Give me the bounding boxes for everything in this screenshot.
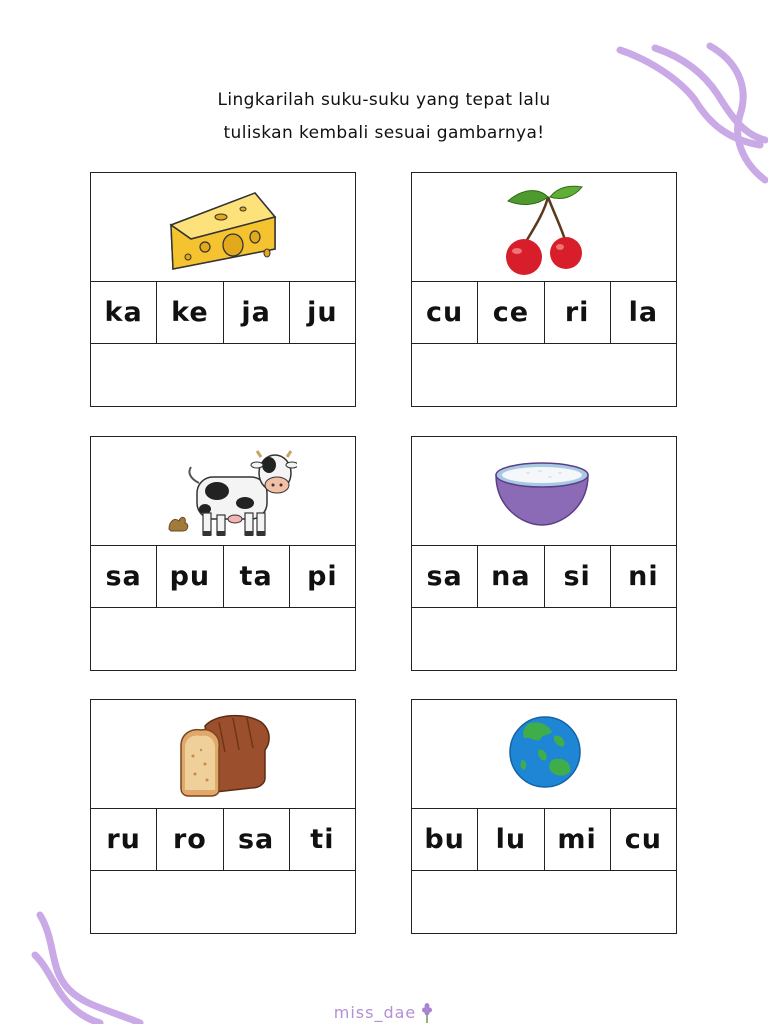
syllable-option[interactable]: cu — [412, 282, 478, 343]
cherry-icon — [500, 183, 592, 277]
syllable-option[interactable]: ru — [91, 809, 157, 870]
syllable-option[interactable]: lu — [478, 809, 544, 870]
picture-area — [412, 173, 676, 281]
cow-icon — [165, 443, 297, 541]
answer-box[interactable] — [412, 871, 676, 933]
exercise-card-bread — [90, 699, 356, 934]
syllable-option[interactable]: sa — [412, 546, 478, 607]
exercise-card-cheese — [90, 172, 356, 407]
earth-icon — [508, 714, 582, 790]
bread-icon — [175, 712, 275, 798]
syllable-option[interactable]: ti — [310, 824, 335, 855]
syllable-option[interactable]: pi — [307, 561, 338, 592]
picture-area — [412, 700, 676, 808]
exercise-card-cow — [90, 436, 356, 671]
syllable-option[interactable]: ja — [224, 282, 290, 343]
answer-box[interactable] — [412, 344, 676, 406]
syllable-option[interactable]: ro — [157, 809, 223, 870]
exercise-card-earth — [411, 699, 677, 934]
syllable-row — [412, 808, 676, 871]
syllable-option[interactable]: ni — [628, 561, 659, 592]
answer-box[interactable] — [91, 608, 355, 670]
syllable-option[interactable]: na — [478, 546, 544, 607]
cheese-icon — [163, 187, 283, 271]
syllable-option[interactable]: si — [545, 546, 611, 607]
answer-box[interactable] — [91, 871, 355, 933]
picture-area — [91, 437, 355, 545]
instructions-line-1: Lingkarilah suku-suku yang tepat lalu — [217, 90, 551, 110]
exercise-card-cherry — [411, 172, 677, 407]
picture-area — [91, 173, 355, 281]
syllable-option[interactable]: ju — [307, 297, 338, 328]
syllable-row — [91, 281, 355, 344]
syllable-option[interactable]: ke — [157, 282, 223, 343]
answer-box[interactable] — [91, 344, 355, 406]
syllable-option[interactable]: mi — [545, 809, 611, 870]
syllable-row — [91, 545, 355, 608]
syllable-option[interactable]: sa — [91, 546, 157, 607]
syllable-option[interactable]: ce — [478, 282, 544, 343]
picture-area — [91, 700, 355, 808]
picture-area — [412, 437, 676, 545]
exercise-card-rice-bowl — [411, 436, 677, 671]
syllable-option[interactable]: ta — [224, 546, 290, 607]
syllable-option[interactable]: cu — [624, 824, 662, 855]
syllable-row — [91, 808, 355, 871]
instructions-line-2: tuliskan kembali sesuai gambarnya! — [223, 123, 545, 143]
syllable-option[interactable]: ka — [91, 282, 157, 343]
footer-credit — [0, 1002, 768, 1023]
rice-bowl-icon — [492, 457, 592, 529]
syllable-option[interactable]: sa — [224, 809, 290, 870]
syllable-option[interactable]: la — [628, 297, 659, 328]
syllable-row — [412, 281, 676, 344]
syllable-option[interactable]: pu — [157, 546, 223, 607]
lavender-icon — [420, 1003, 434, 1023]
answer-box[interactable] — [412, 608, 676, 670]
instructions — [0, 84, 768, 150]
credit-text: miss_dae — [333, 1003, 417, 1022]
syllable-row — [412, 545, 676, 608]
syllable-option[interactable]: ri — [545, 282, 611, 343]
syllable-option[interactable]: bu — [412, 809, 478, 870]
